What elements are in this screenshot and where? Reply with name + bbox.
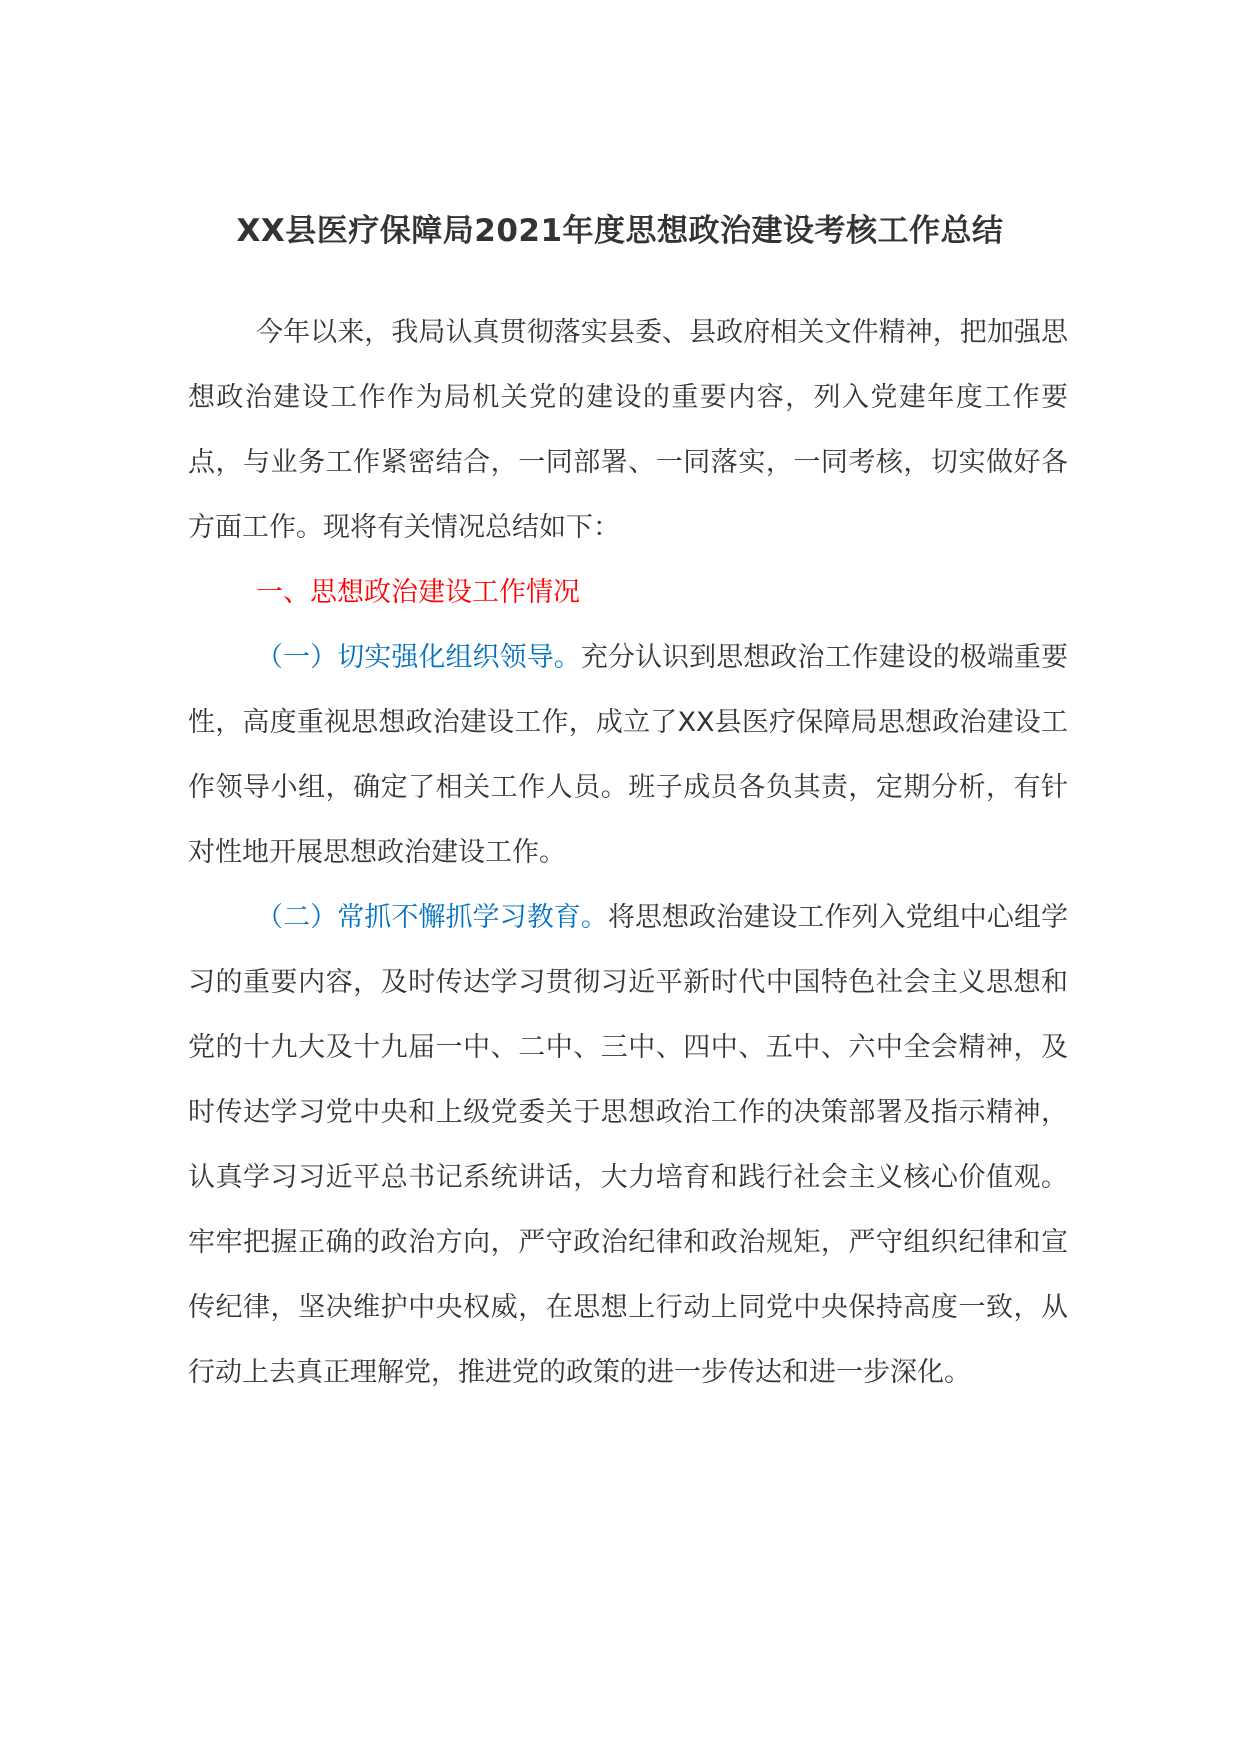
intro-paragraph: 今年以来，我局认真贯彻落实县委、县政府相关文件精神，把加强思想政治建设工作作为局机关党的建设的重要内容，列入党建年度工作要点，与业务工作紧密结合，一同部署、一同落实，一同考核，切实做好各方面工作。现将有关情况总结如下： bbox=[188, 317, 1068, 543]
item-2-heading: （二）常抓不懈抓学习教育。 bbox=[256, 902, 608, 933]
item-1-body: 充分认识到思想政治工作建设的极端重要性，高度重视思想政治建设工作，成立了XX县医疗保障局思想政治建设工作领导小组，确定了相关工作人员。班子成员各负其责，定期分析，有针对性地开展思想政治建设工作。 bbox=[188, 642, 1068, 868]
document-title: XX县医疗保障局2021年度思想政治建设考核工作总结 bbox=[236, 213, 1004, 249]
section-heading: 一、思想政治建设工作情况 bbox=[256, 577, 580, 608]
item-2-body: 将思想政治建设工作列入党组中心组学习的重要内容，及时传达学习贯彻习近平新时代中国特色社会主义思想和党的十九大及十九届一中、二中、三中、四中、五中、六中全会精神，及时传达学习党中央和上级党委关于思想政治工作的决策部署及指示精神，认真学习习近平总书记系统讲话，大力培育和践行社会主义核心价值观。牢牢把握正确的政治方向，严守政治纪律和政治规矩，严守组织纪律和宣传纪律，坚决维护中央权威，在思想上行动上同党中央保持高度一致，从行动上去真正理解党，推进党的政策的进一步传达和进一步深化。 bbox=[188, 902, 1069, 1388]
item-2-paragraph bbox=[188, 885, 1068, 1405]
item-1-paragraph bbox=[188, 625, 1068, 885]
document-body bbox=[188, 300, 1068, 1405]
item-1-heading: （一）切实强化组织领导。 bbox=[256, 642, 581, 673]
